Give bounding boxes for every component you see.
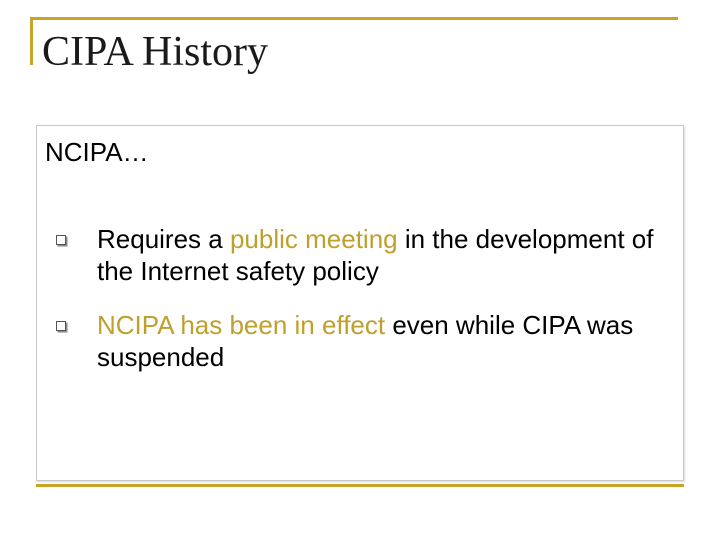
bullet-item — [97, 309, 683, 373]
slide-title: CIPA History — [42, 29, 269, 75]
square-bullet-icon — [56, 235, 66, 245]
title-rule-left — [30, 17, 33, 65]
content-rule-bottom — [36, 484, 684, 487]
content-heading: NCIPA… — [45, 137, 149, 167]
bullet-item — [97, 223, 683, 287]
bullet-text-part: in the development of the Internet safety policy — [97, 224, 654, 286]
square-bullet-icon — [56, 321, 66, 331]
title-rule-top — [30, 17, 678, 20]
bullet-text-highlight: NCIPA has been in effect — [97, 310, 386, 340]
bullet-text-highlight: public meeting — [229, 224, 398, 254]
bullet-text-part: even while CIPA was suspended — [97, 310, 634, 372]
content-box — [36, 125, 684, 481]
bullet-text-part: Requires a — [97, 224, 230, 254]
